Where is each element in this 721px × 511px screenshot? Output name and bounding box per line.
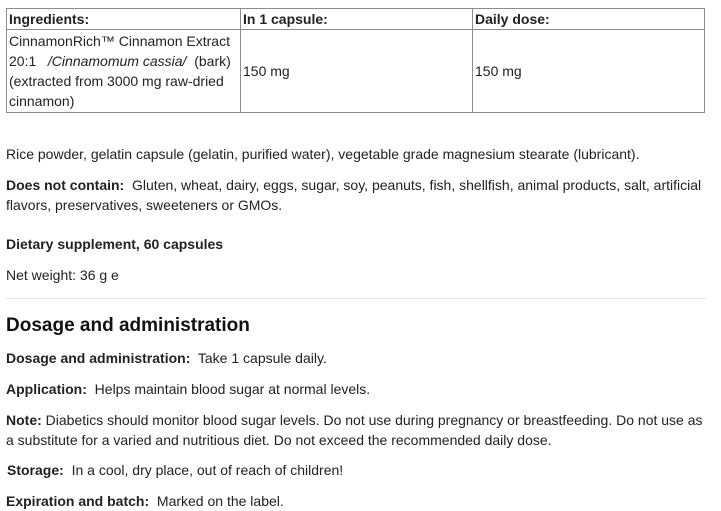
expiration-label: Expiration and batch:: [6, 493, 150, 509]
ingredient-extraction-end: cinnamon): [9, 93, 75, 109]
header-ingredients: Ingredients:: [7, 9, 241, 30]
does-not-contain-text: Gluten, wheat, dairy, eggs, sugar, soy, peanuts, fish, shellfish, animal products, salt, artificial flavors, preservatives, sweeteners or GMOs.: [6, 177, 702, 213]
dosage: [6, 348, 327, 368]
per-capsule-value: 150 mg: [241, 30, 473, 113]
storage: [7, 460, 343, 480]
storage-label: Storage:: [7, 462, 64, 478]
table-header-row: [7, 9, 705, 30]
note-text: Diabetics should monitor blood sugar levels. Do not use during pregnancy or breastfeeding. Do not use as a substitute for a varied and nutritious diet. Do not exceed the recommended daily dose.: [6, 412, 703, 448]
table-row: [7, 30, 705, 113]
note-label: Note:: [6, 412, 42, 428]
expiration: [6, 491, 284, 511]
note: [6, 410, 706, 450]
storage-text: In a cool, dry place, out of reach of children!: [71, 462, 344, 478]
application-text: Helps maintain blood sugar at normal levels.: [94, 381, 371, 397]
application: [6, 379, 370, 399]
net-weight: Net weight: 36 g e: [6, 267, 119, 283]
ingredient-part: (bark): [194, 53, 231, 69]
does-not-contain: [6, 175, 706, 215]
ingredient-latin-name: /Cinnamomum cassia/: [47, 53, 187, 69]
product-info: [6, 8, 706, 509]
ingredient-ratio: 20:1: [9, 53, 37, 69]
dosage-label: Dosage and administration:: [6, 350, 191, 366]
ingredients-table: [6, 8, 705, 113]
daily-dose-value: 150 mg: [473, 30, 705, 113]
other-ingredients: Rice powder, gelatin capsule (gelatin, purified water), vegetable grade magnesium stearate (lubricant).: [6, 146, 640, 162]
header-daily-dose: Daily dose:: [473, 9, 705, 30]
section-divider: [6, 298, 706, 299]
dosage-text: Take 1 capsule daily.: [197, 350, 327, 366]
ingredient-cell: [7, 30, 241, 113]
header-per-capsule: In 1 capsule:: [241, 9, 473, 30]
section-title: Dosage and administration: [6, 315, 250, 336]
expiration-text: Marked on the label.: [156, 493, 284, 509]
ingredient-name: CinnamonRich™ Cinnamon Extract: [9, 33, 230, 49]
does-not-contain-label: Does not contain:: [6, 177, 125, 193]
application-label: Application:: [6, 381, 87, 397]
supplement-label: Dietary supplement, 60 capsules: [6, 236, 224, 252]
ingredient-extraction: (extracted from 3000 mg raw-dried: [9, 73, 224, 89]
